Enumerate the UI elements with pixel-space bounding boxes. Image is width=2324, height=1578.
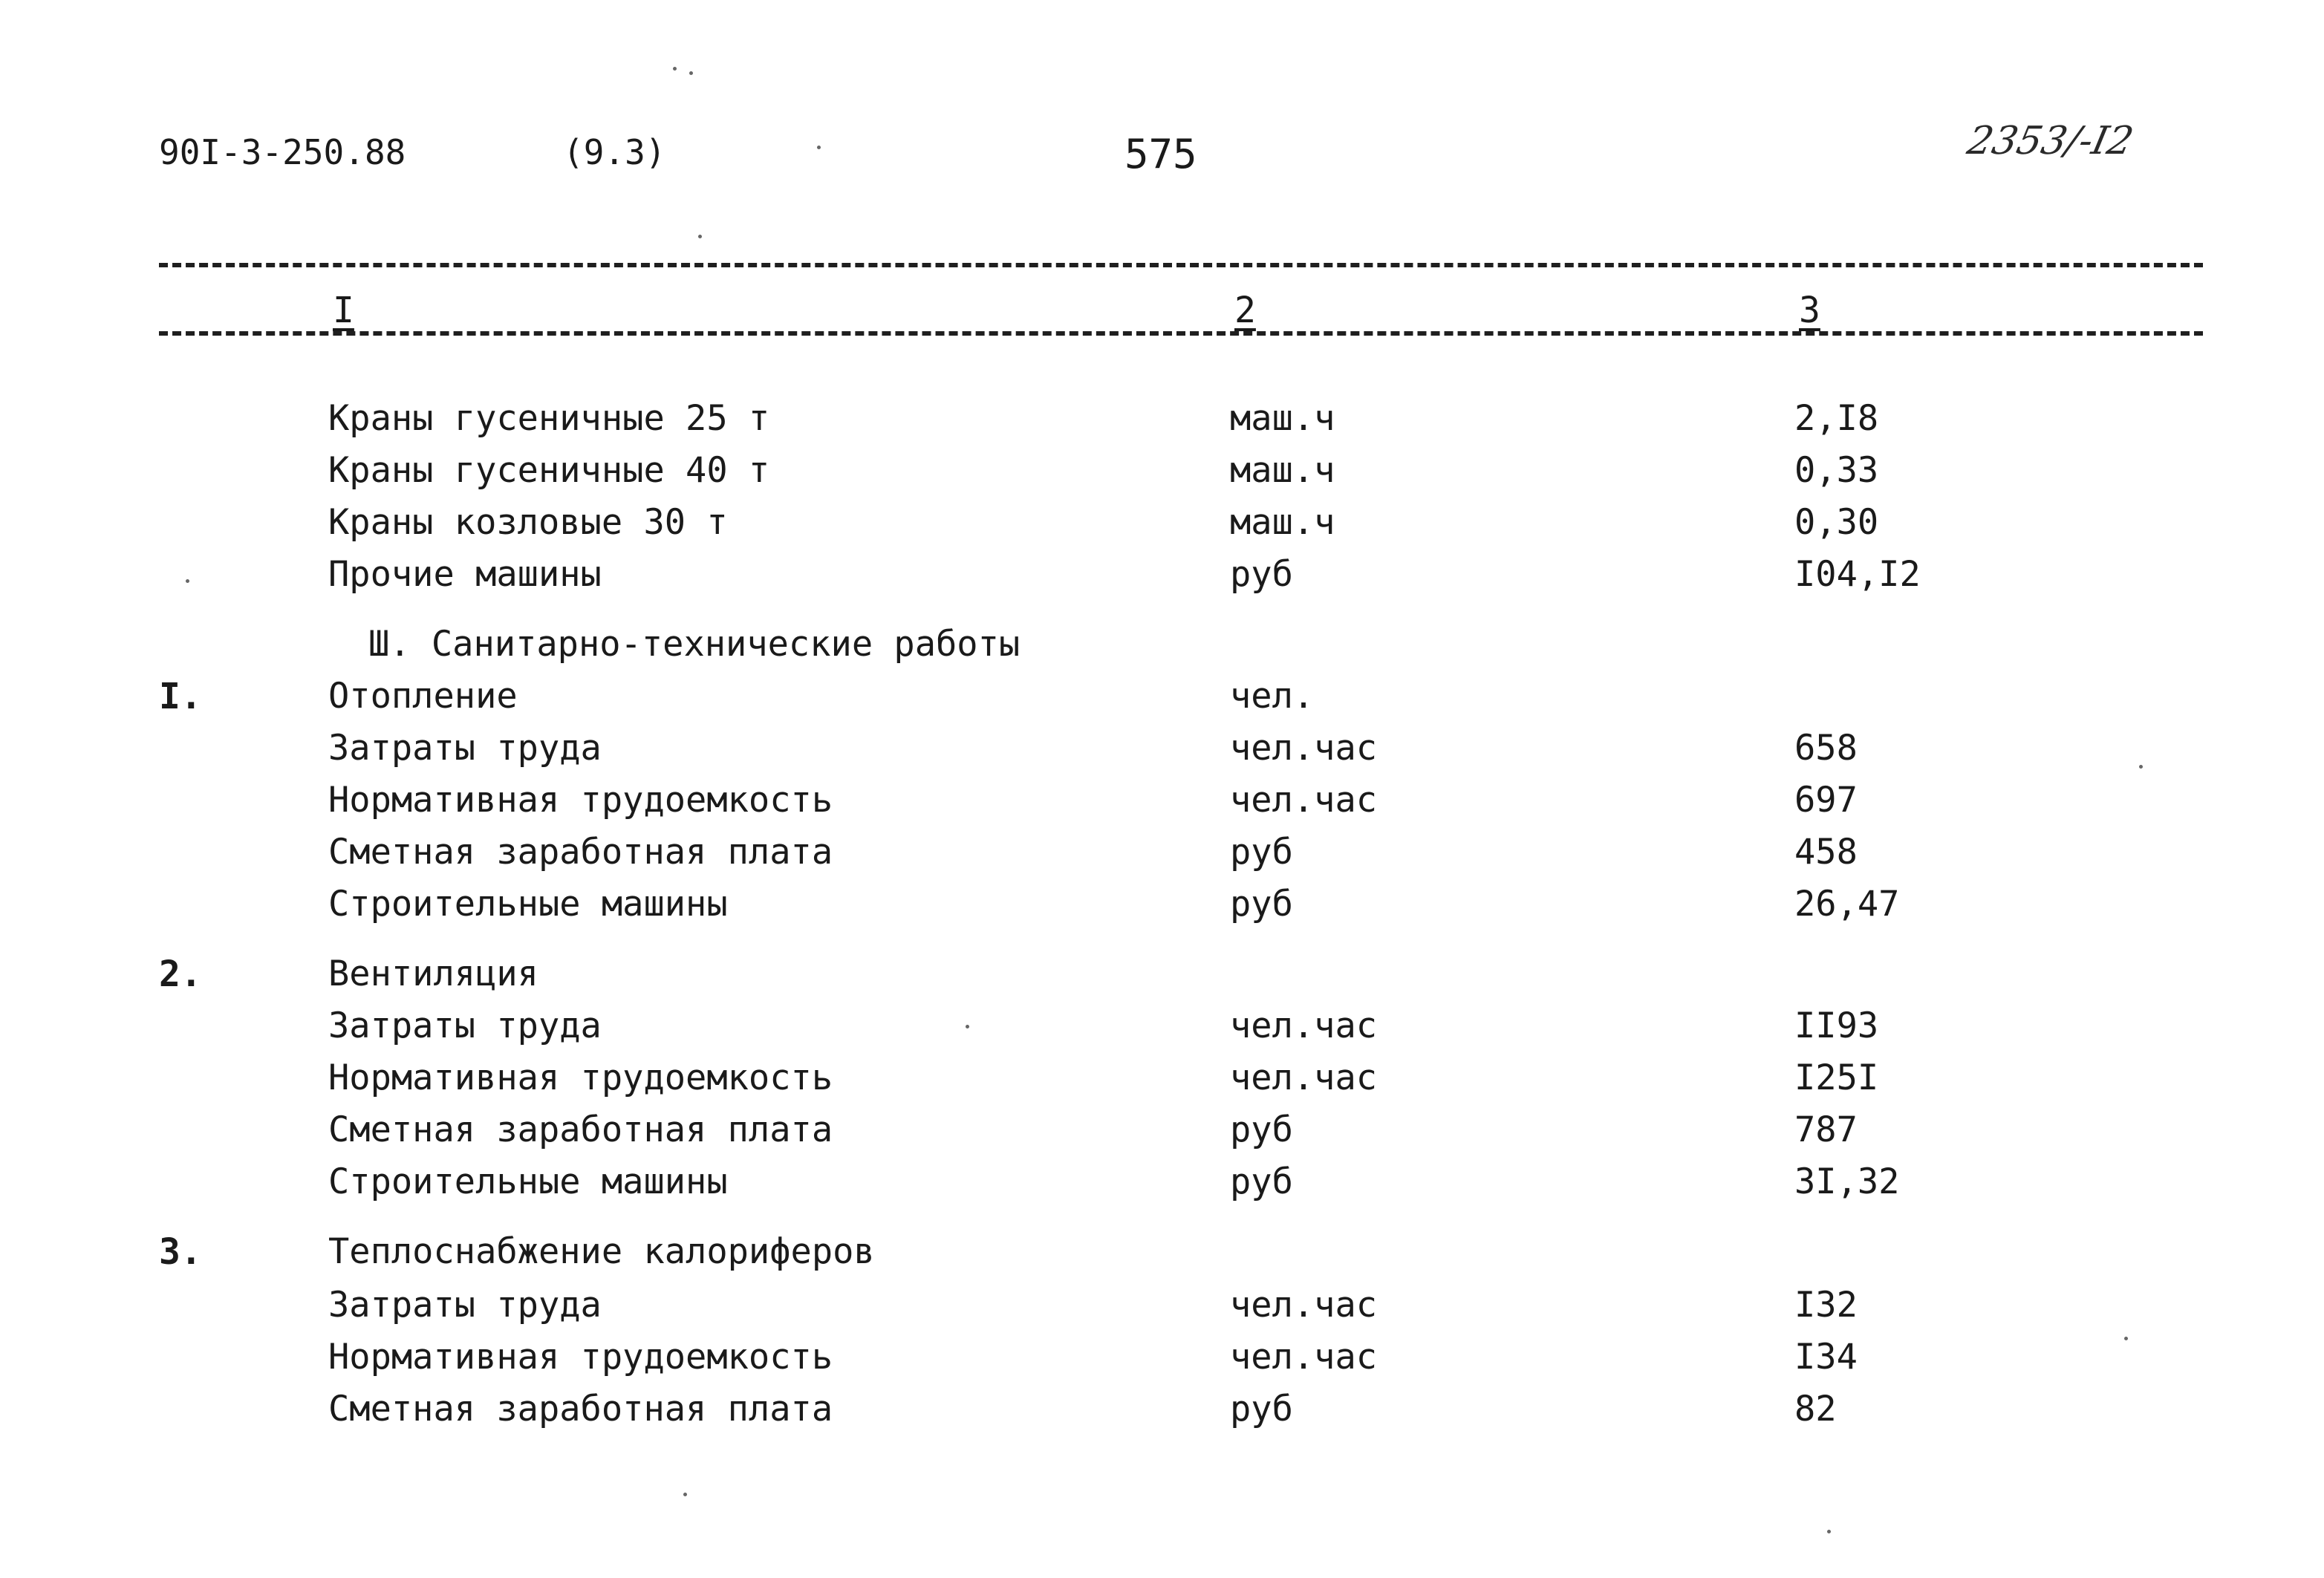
table-row xyxy=(0,1161,2324,1213)
scan-speck xyxy=(817,146,821,149)
row-unit: руб xyxy=(1230,1109,1293,1150)
row-value: I34 xyxy=(1794,1337,1858,1378)
table-row xyxy=(0,884,2324,936)
row-name: Краны гусеничные 25 т xyxy=(328,398,770,439)
scan-speck xyxy=(2139,765,2143,769)
column-header-2: 2 xyxy=(1230,290,1260,331)
row-value: 458 xyxy=(1794,832,1858,873)
table-row xyxy=(0,554,2324,606)
table-row xyxy=(0,1109,2324,1161)
row-name: Строительные машины xyxy=(328,884,728,925)
group-number: 3. xyxy=(159,1231,202,1273)
row-unit: руб xyxy=(1230,1389,1293,1429)
row-value: 658 xyxy=(1794,728,1858,769)
column-header-1: I xyxy=(328,290,359,331)
row-unit: чел.час xyxy=(1230,780,1378,821)
scan-speck xyxy=(698,235,702,238)
table-row xyxy=(0,1389,2324,1441)
row-name: Строительные машины xyxy=(328,1161,728,1202)
group-number: I. xyxy=(159,676,202,717)
table-row xyxy=(0,450,2324,502)
row-value: I25I xyxy=(1794,1057,1879,1098)
row-name: Затраты труда xyxy=(328,1285,602,1326)
scan-speck xyxy=(2124,1337,2128,1340)
row-unit: руб xyxy=(1230,884,1293,925)
group-title: Отопление xyxy=(328,676,518,717)
scan-speck xyxy=(673,67,677,71)
row-unit: маш.ч xyxy=(1230,450,1335,491)
row-name: Нормативная трудоемкость xyxy=(328,780,833,821)
row-name: Сметная заработная плата xyxy=(328,1109,833,1150)
top-dashed-rule xyxy=(159,263,2203,267)
row-unit: руб xyxy=(1230,554,1293,595)
scan-speck xyxy=(1827,1530,1831,1533)
album-number: (9.3) xyxy=(563,132,666,172)
group-heading xyxy=(0,953,2324,1005)
table-row xyxy=(0,728,2324,780)
table-row xyxy=(0,502,2324,554)
column-header-3: 3 xyxy=(1794,290,1825,331)
row-value: 0,30 xyxy=(1794,502,1879,543)
row-unit: чел.час xyxy=(1230,1057,1378,1098)
row-name: Сметная заработная плата xyxy=(328,1389,833,1429)
table-row xyxy=(0,1005,2324,1057)
row-value: 82 xyxy=(1794,1389,1837,1429)
row-name: Краны козловые 30 т xyxy=(328,502,728,543)
row-unit: чел.час xyxy=(1230,728,1378,769)
scan-speck xyxy=(966,1025,969,1028)
page-number: 575 xyxy=(1124,131,1197,177)
table-row xyxy=(0,398,2324,450)
row-unit: чел.час xyxy=(1230,1285,1378,1326)
row-name: Затраты труда xyxy=(328,1005,602,1046)
table-row xyxy=(0,832,2324,884)
table-row xyxy=(0,780,2324,832)
row-value: 2,I8 xyxy=(1794,398,1879,439)
row-name: Нормативная трудоемкость xyxy=(328,1057,833,1098)
row-value: 26,47 xyxy=(1794,884,1900,925)
row-name: Нормативная трудоемкость xyxy=(328,1337,833,1378)
row-unit: маш.ч xyxy=(1230,502,1335,543)
handwritten-registration-mark: 2353/-I2 xyxy=(1963,119,2138,163)
row-name: Прочие машины xyxy=(328,554,602,595)
section-title: Ш. Санитарно-технические работы xyxy=(368,624,1021,665)
row-name: Краны гусеничные 40 т xyxy=(328,450,770,491)
group-title-unit: чел. xyxy=(1230,676,1315,717)
group-heading xyxy=(0,1231,2324,1283)
group-heading xyxy=(0,676,2324,728)
table-row xyxy=(0,1337,2324,1389)
row-unit: руб xyxy=(1230,832,1293,873)
row-unit: чел.час xyxy=(1230,1005,1378,1046)
row-name: Сметная заработная плата xyxy=(328,832,833,873)
table-row xyxy=(0,1285,2324,1337)
scan-speck xyxy=(689,71,693,75)
row-name: Затраты труда xyxy=(328,728,602,769)
table-row xyxy=(0,1057,2324,1109)
row-value: I04,I2 xyxy=(1794,554,1921,595)
row-unit: чел.час xyxy=(1230,1337,1378,1378)
scan-speck xyxy=(186,579,189,583)
row-value: 787 xyxy=(1794,1109,1858,1150)
scan-speck xyxy=(683,1493,687,1496)
row-unit: маш.ч xyxy=(1230,398,1335,439)
group-title: Теплоснабжение калориферов xyxy=(328,1231,875,1272)
row-value: 0,33 xyxy=(1794,450,1879,491)
group-number: 2. xyxy=(159,953,202,995)
row-value: 3I,32 xyxy=(1794,1161,1900,1202)
row-value: 697 xyxy=(1794,780,1858,821)
group-title: Вентиляция xyxy=(328,953,538,994)
bottom-dashed-rule xyxy=(159,331,2203,336)
row-value: II93 xyxy=(1794,1005,1879,1046)
row-unit: руб xyxy=(1230,1161,1293,1202)
row-value: I32 xyxy=(1794,1285,1858,1326)
document-code: 90I-3-250.88 xyxy=(159,132,406,172)
